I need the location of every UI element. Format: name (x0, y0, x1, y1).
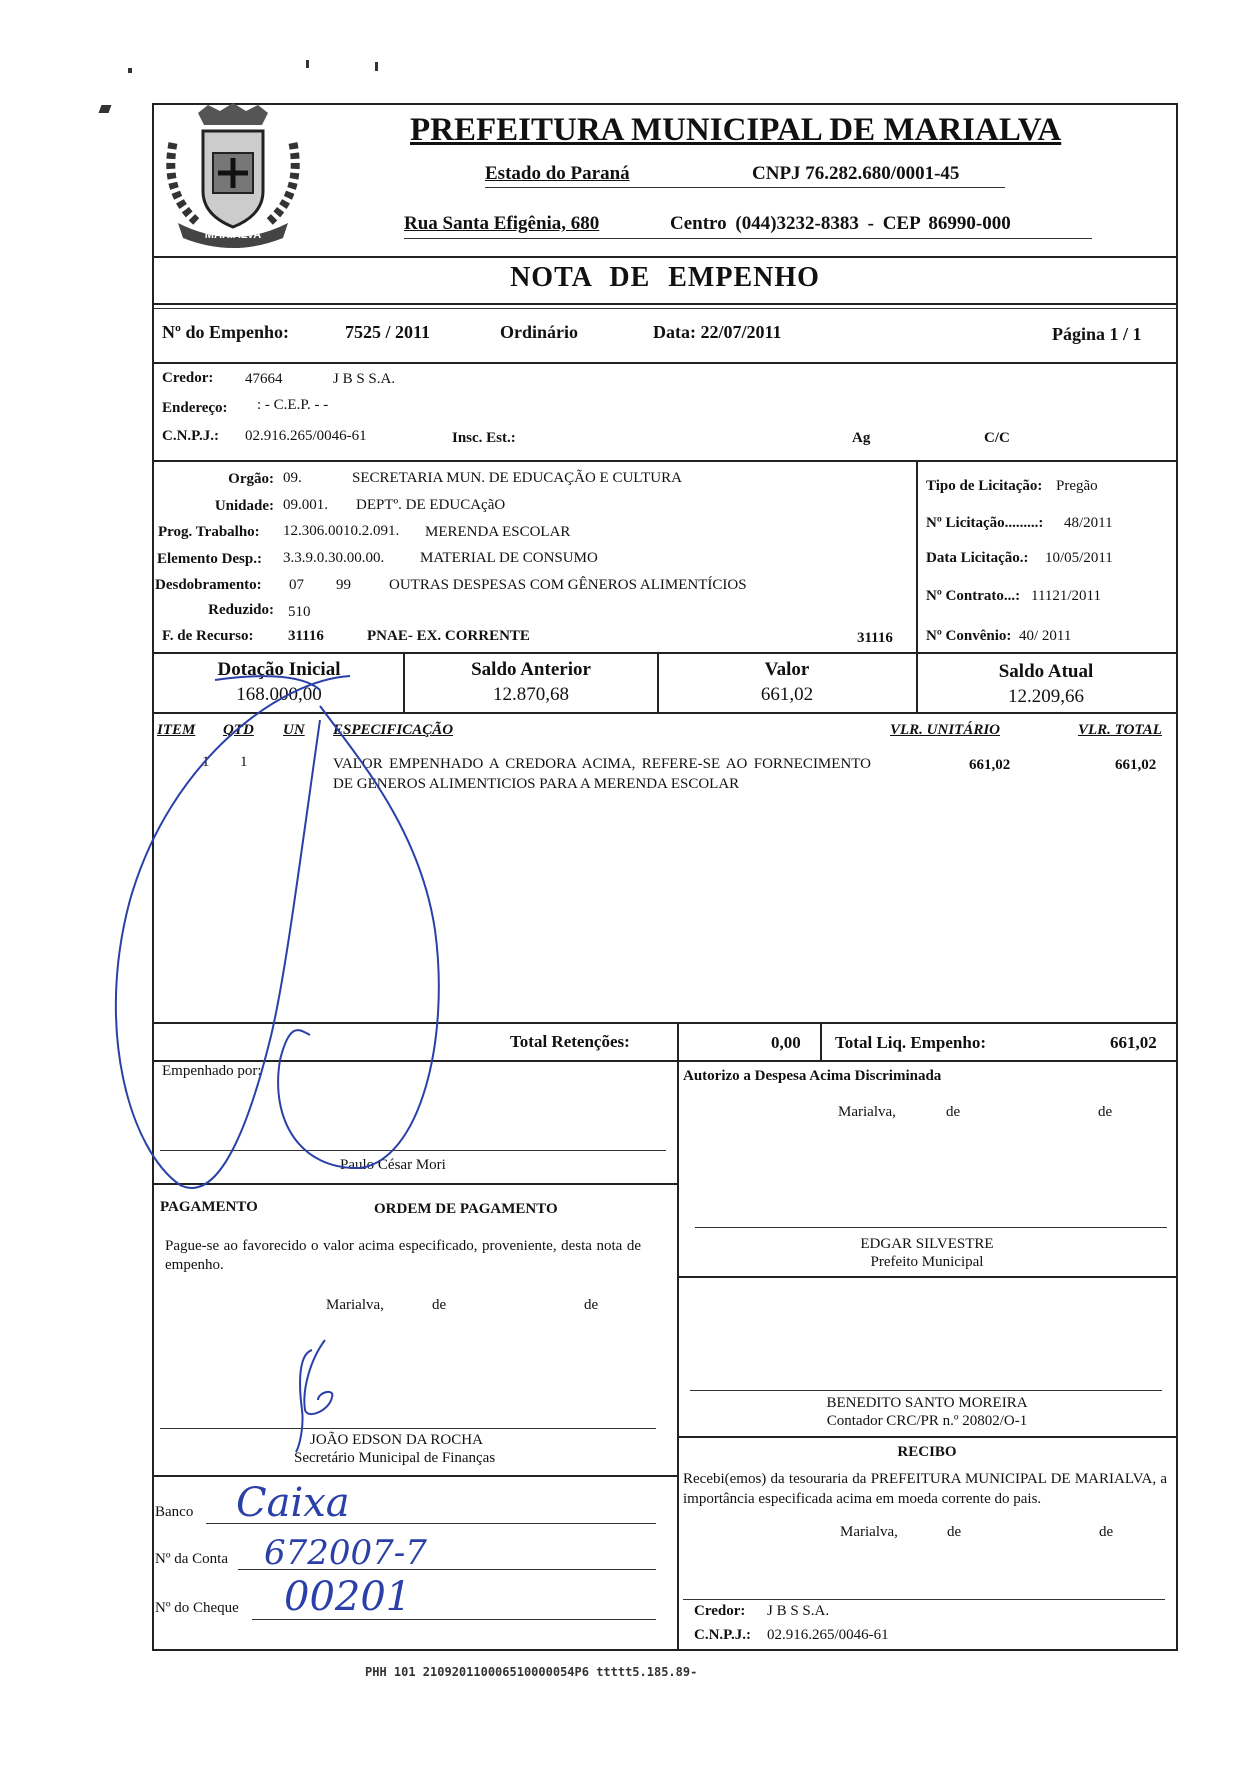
doc-title: NOTA DE EMPENHO (510, 262, 820, 293)
empenhado-name: Paulo César Mori (340, 1157, 446, 1173)
orgao-code: 09. (283, 470, 302, 486)
autorizo-place: Marialva, (838, 1104, 896, 1120)
prog-code: 12.306.0010.2.091. (283, 523, 400, 539)
dotacao-value: 168.000,00 (236, 684, 322, 705)
prefeitura-title: PREFEITURA MUNICIPAL DE MARIALVA (410, 112, 1062, 148)
contador-role: Contador CRC/PR n.º 20802/O-1 (826, 1413, 1028, 1429)
col-header-vlr-unitario: VLR. UNITÁRIO (890, 722, 1001, 738)
col-header-vlr-total: VLR. TOTAL (1078, 722, 1162, 738)
licitacao-data-value: 10/05/2011 (1045, 550, 1113, 566)
empenhado-label: Empenhado por: (162, 1063, 262, 1079)
recurso-label: F. de Recurso: (162, 628, 254, 644)
desdobramento-code1: 07 (289, 577, 304, 593)
banco-value: Caixa (236, 1480, 350, 1526)
recibo-de1: de (947, 1524, 962, 1540)
recibo-cnpj-label: C.N.P.J.: (694, 1627, 751, 1643)
cnpj-label: C.N.P.J.: (162, 428, 219, 444)
tipo-licitacao-label: Tipo de Licitação: (926, 478, 1043, 494)
recibo-title: RECIBO (897, 1444, 957, 1460)
autorizo-label: Autorizo a Despesa Acima Discriminada (683, 1068, 942, 1084)
row-item: 1 (202, 754, 210, 770)
empenho-date: Data: 22/07/2011 (653, 322, 782, 342)
pagamento-de1: de (432, 1297, 447, 1313)
banco-label: Banco (155, 1504, 194, 1520)
unidade-name: DEPTº. DE EDUCAçãO (356, 497, 506, 513)
col-header-item: ITEM (157, 722, 196, 738)
row-especificacao: VALOR EMPENHADO A CREDORA ACIMA, REFERE-SE AO FORNECIMENTO DE GENEROS ALIMENTICIOS PARA A MERENDA ESCOLAR (333, 756, 871, 792)
total-liq-value: 661,02 (1110, 1033, 1157, 1052)
credor-name: J B S S.A. (333, 371, 396, 387)
cnpj-header: CNPJ 76.282.680/0001-45 (752, 163, 960, 184)
desdobramento-code2: 99 (336, 577, 351, 593)
col-header-qtd: QTD (223, 722, 254, 738)
empenho-label: Nº do Empenho: (162, 322, 289, 342)
total-retencoes-label: Total Retenções: (510, 1032, 630, 1051)
licitacao-data-label: Data Licitação.: (926, 550, 1029, 566)
row-qtd: 1 (240, 754, 248, 770)
footer-code: PHH 101 210920110006510000054P6 ttttt5.185.89- (365, 1665, 698, 1679)
licitacao-num-value: 48/2011 (1064, 515, 1113, 531)
contador-name: BENEDITO SANTO MOREIRA (826, 1395, 1028, 1411)
conta-label: Nº da Conta (155, 1551, 228, 1567)
empenho-number: 7525 / 2011 (345, 322, 431, 342)
pagamento-text: Pague-se ao favorecido o valor acima especificado, proveniente, desta nota de empenho. (165, 1238, 641, 1273)
secretario-name: JOÃO EDSON DA ROCHA (310, 1432, 483, 1448)
col-header-un: UN (283, 722, 305, 738)
valor-value: 661,02 (760, 684, 814, 705)
pagamento-de2: de (584, 1297, 599, 1313)
cnpj-value: 02.916.265/0046-61 (245, 428, 367, 444)
district-phone-cep: Centro (044)3232-8383 - CEP 86990-000 (670, 213, 1011, 234)
credor-code: 47664 (245, 371, 283, 387)
valor-label: Valor (764, 659, 810, 680)
insc-label: Insc. Est.: (452, 430, 516, 446)
prog-name: MERENDA ESCOLAR (425, 524, 571, 540)
elemento-name: MATERIAL DE CONSUMO (420, 550, 598, 566)
prefeito-name: EDGAR SILVESTRE (860, 1236, 994, 1252)
recibo-cnpj-value: 02.916.265/0046-61 (767, 1627, 889, 1643)
prog-label: Prog. Trabalho: (158, 524, 260, 540)
total-liq-label: Total Liq. Empenho: (835, 1033, 986, 1052)
cc-label: C/C (984, 430, 1010, 446)
conta-value: 672007-7 (264, 1533, 427, 1573)
autorizo-de1: de (946, 1104, 961, 1120)
cheque-value: 00201 (284, 1574, 412, 1620)
pagamento-place: Marialva, (326, 1297, 384, 1313)
recurso-code2: 31116 (857, 630, 893, 646)
cheque-label: Nº do Cheque (155, 1600, 239, 1616)
col-header-especificacao: ESPECIFICAÇÃO (333, 722, 454, 738)
page-number: Página 1 / 1 (1052, 324, 1142, 344)
recurso-code: 31116 (288, 628, 324, 644)
reduzido-value: 510 (288, 604, 311, 620)
orgao-name: SECRETARIA MUN. DE EDUCAÇÃO E CULTURA (352, 470, 682, 486)
contrato-value: 11121/2011 (1031, 588, 1101, 604)
recibo-credor-value: J B S S.A. (767, 1603, 830, 1619)
endereco-label: Endereço: (162, 400, 228, 416)
tipo-licitacao-value: Pregão (1056, 478, 1098, 494)
saldo-anterior-label: Saldo Anterior (471, 659, 591, 680)
empenho-type: Ordinário (500, 322, 579, 342)
desdobramento-label: Desdobramento: (155, 577, 262, 593)
orgao-label: Orgão: (228, 471, 274, 487)
convenio-value: 40/ 2011 (1019, 628, 1072, 644)
ag-label: Ag (852, 430, 871, 446)
saldo-anterior-value: 12.870,68 (493, 684, 569, 705)
recibo-text: Recebi(emos) da tesouraria da PREFEITURA MUNICIPAL DE MARIALVA, a importância especificada acima em moeda corrente do pais. (683, 1471, 1167, 1507)
row-vlr-total: 661,02 (1115, 757, 1157, 773)
saldo-atual-value: 12.209,66 (1008, 686, 1084, 707)
elemento-label: Elemento Desp.: (157, 551, 262, 567)
unidade-code: 09.001. (283, 497, 328, 513)
ordem-pagamento-label: ORDEM DE PAGAMENTO (374, 1201, 558, 1217)
saldo-atual-label: Saldo Atual (998, 661, 1094, 682)
row-vlr-unitario: 661,02 (969, 757, 1011, 773)
recurso-name: PNAE- EX. CORRENTE (367, 628, 530, 644)
endereco-value: : - C.E.P. - - (257, 397, 329, 413)
recibo-de2: de (1099, 1524, 1114, 1540)
total-retencoes-value: 0,00 (771, 1033, 801, 1052)
elemento-code: 3.3.9.0.30.00.00. (283, 550, 385, 566)
desdobramento-name: OUTRAS DESPESAS COM GÊNEROS ALIMENTÍCIOS (389, 577, 747, 593)
address: Rua Santa Efigênia, 680 (404, 213, 600, 234)
secretario-role: Secretário Municipal de Finanças (294, 1450, 496, 1466)
recibo-credor-label: Credor: (694, 1603, 746, 1619)
state-name: Estado do Paraná (485, 163, 630, 184)
unidade-label: Unidade: (214, 498, 274, 514)
seal-text: MARIALVA (204, 229, 262, 241)
credor-label: Credor: (162, 370, 214, 386)
prefeito-role: Prefeito Municipal (870, 1254, 984, 1270)
pagamento-label: PAGAMENTO (160, 1199, 258, 1215)
contrato-label: Nº Contrato...: (926, 588, 1021, 604)
autorizo-de2: de (1098, 1104, 1113, 1120)
dotacao-label: Dotação Inicial (217, 659, 341, 680)
licitacao-num-label: Nº Licitação.........: (926, 515, 1044, 531)
convenio-label: Nº Convênio: (926, 628, 1012, 644)
recibo-place: Marialva, (840, 1524, 898, 1540)
reduzido-label: Reduzido: (208, 602, 274, 618)
